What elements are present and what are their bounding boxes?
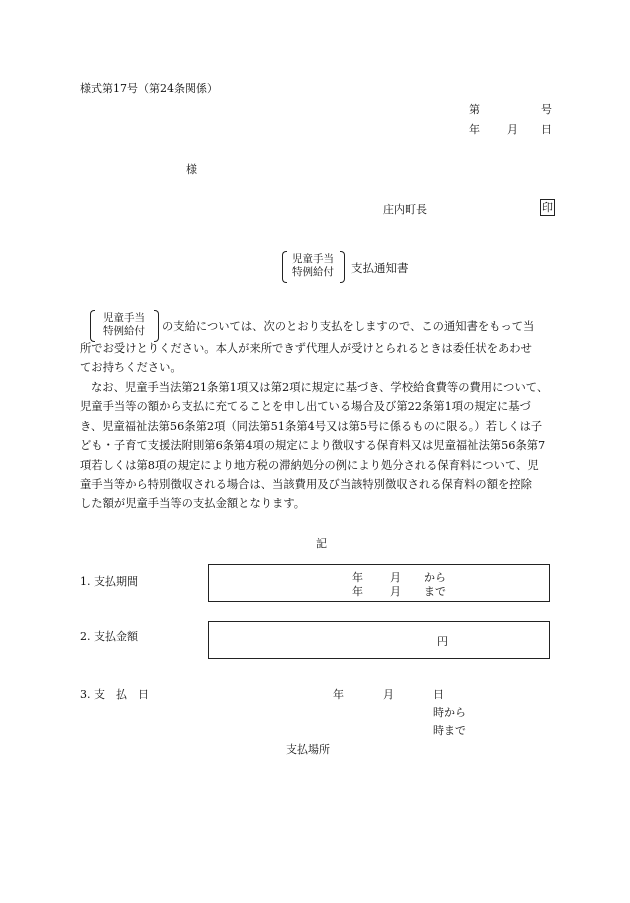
body-options xyxy=(96,312,152,338)
body-first-line: の支給については、次のとおり支払をしますので、この通知書をもって当 xyxy=(162,320,535,333)
period-from-year: 年 xyxy=(352,571,363,584)
payment-amount-label: 2. 支払金額 xyxy=(80,630,138,643)
body-bracket-left xyxy=(90,310,95,342)
period-from-month: 月 xyxy=(390,571,401,584)
payment-period-box[interactable] xyxy=(208,564,550,602)
ki-heading: 記 xyxy=(316,537,327,550)
title-option-2: 特例給付 xyxy=(292,266,334,278)
payment-date-day: 日 xyxy=(433,688,444,701)
date-year-label: 年 xyxy=(469,123,480,136)
body-bracket-right xyxy=(154,310,159,342)
date-month-label: 月 xyxy=(507,123,518,136)
body-option-1: 児童手当 xyxy=(103,312,145,324)
period-to-month: 月 xyxy=(390,585,401,598)
payment-date-month: 月 xyxy=(383,688,394,701)
payment-date-year: 年 xyxy=(333,688,344,701)
payment-period-label: 1. 支払期間 xyxy=(80,575,138,588)
body-line: 童手当等から特別徴収される場合は、当該費用及び当該特別徴収される保育料の額を控除 xyxy=(80,478,532,492)
payment-time-to: 時まで xyxy=(433,724,466,737)
body-line: 項若しくは第8項の規定により地方税の滞納処分の例により処分される保育料について、児 xyxy=(80,458,539,472)
title-options xyxy=(288,253,338,279)
body-line: てお持ちください。 xyxy=(80,361,182,375)
yen-label: 円 xyxy=(437,635,448,648)
date-day-label: 日 xyxy=(541,123,552,136)
body-line: ども・子育て支援法附則第6条第4項の規定により徴収する保育料又は児童福祉法第56条第7 xyxy=(80,439,546,453)
form-number: 様式第17号（第24条関係） xyxy=(80,82,218,95)
body-line: 児童手当等の額から支払に充てることを申し出ている場合及び第22条第1項の規定に基づ xyxy=(80,400,531,414)
doc-title-main: 支払通知書 xyxy=(351,261,409,275)
doc-number-suffix: 号 xyxy=(541,103,552,116)
title-option-1: 児童手当 xyxy=(292,253,334,265)
body-paragraph-1 xyxy=(80,339,554,378)
period-to-label: まで xyxy=(424,585,446,598)
body-line: 所でお受けとりください。本人が来所できず代理人が受けとられるときは委任状をあわせ xyxy=(80,342,532,355)
body-option-2: 特例給付 xyxy=(103,325,145,337)
title-bracket-left xyxy=(282,251,287,283)
issuer-title: 庄内町長 xyxy=(383,203,427,216)
body-line: なお、児童手当法第21条第1項又は第2項に規定に基づき、学校給食費等の費用について、 xyxy=(91,381,549,394)
title-bracket-right xyxy=(340,251,345,283)
seal-mark: 印 xyxy=(542,201,553,214)
doc-number-prefix: 第 xyxy=(469,103,480,116)
body-line: した額が児童手当等の支払金額となります。 xyxy=(80,497,306,511)
body-line: き、児童福祉法第56条第2項（同法第51条第4号又は第5号に係るものに限る。）若しくは子 xyxy=(80,419,543,433)
payment-amount-box[interactable] xyxy=(208,621,550,659)
payment-date-label: 3. 支 払 日 xyxy=(80,688,149,701)
period-to-year: 年 xyxy=(352,585,363,598)
addressee-honorific: 様 xyxy=(186,163,197,176)
period-from-label: から xyxy=(424,571,446,584)
body-paragraph-2 xyxy=(80,378,554,514)
payment-place-label: 支払場所 xyxy=(286,743,330,756)
payment-time-from: 時から xyxy=(433,706,466,719)
